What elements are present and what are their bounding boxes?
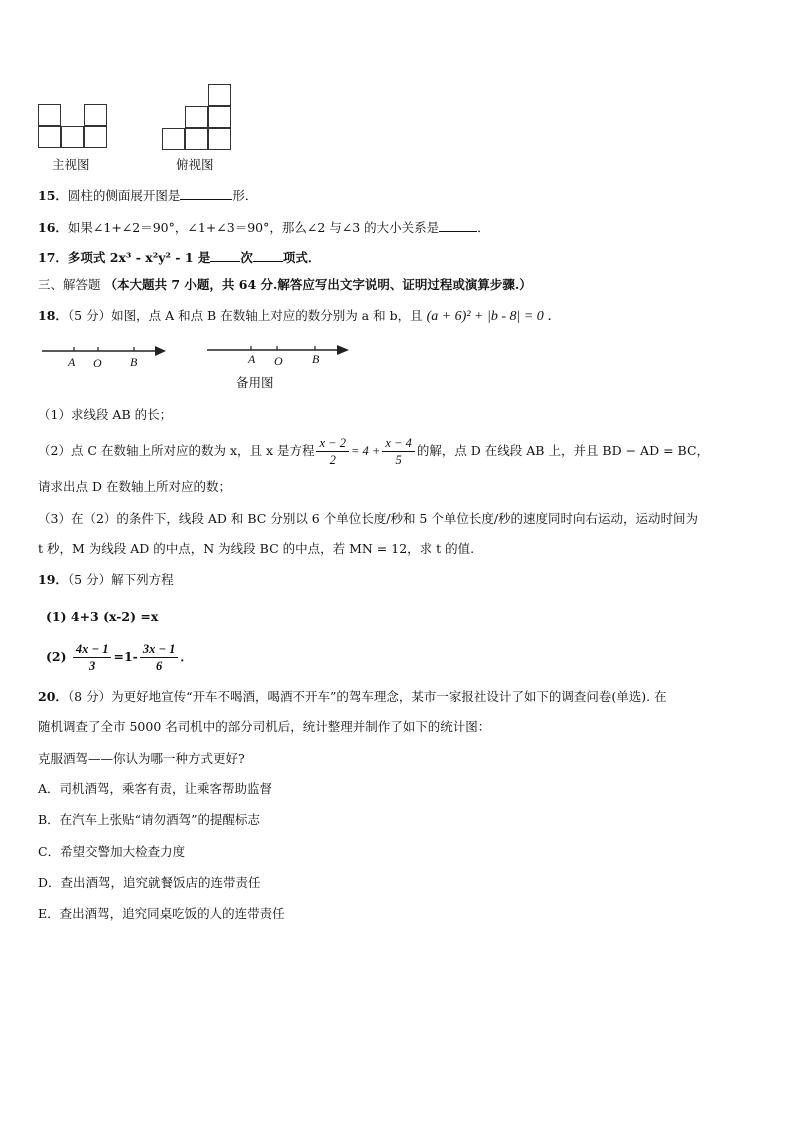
question-text: （2）点 C 在数轴上所对应的数为 x，且 x 是方程: [38, 443, 315, 458]
axis-label-b: B: [312, 352, 320, 366]
fraction: [73, 641, 112, 674]
survey-option-c: C．希望交警加大检查力度: [38, 844, 186, 859]
survey-option-b: B．在汽车上张贴“请勿酒驾”的提醒标志: [38, 812, 260, 827]
question-18-part-2: [38, 434, 709, 468]
top-view-caption: 俯视图: [176, 157, 214, 172]
question-score: （8 分）: [67, 689, 112, 704]
question-text: ．: [477, 220, 490, 235]
axis-label-a: A: [248, 352, 256, 366]
survey-option-e: E．查出酒驾，追究同桌吃饭的人的连带责任: [38, 906, 285, 921]
question-16: [38, 218, 490, 237]
question-text: 项式．: [282, 250, 321, 265]
question-number: 19．: [38, 572, 68, 587]
axis-label-a: A: [68, 355, 76, 369]
fraction: [382, 435, 414, 468]
top-view-cell: [185, 106, 208, 128]
fraction-denominator: 5: [395, 453, 402, 467]
answer-blank: [210, 248, 240, 262]
fraction: [140, 641, 179, 674]
top-view-cell: [208, 106, 231, 128]
question-number: 20．: [38, 689, 68, 704]
question-score: （5 分）: [67, 308, 112, 323]
axis-label-b: B: [130, 355, 138, 369]
question-18-part-3: （3）在（2）的条件下，线段 AD 和 BC 分别以 6 个单位长度/秒和 5 个单位长度/秒的速度同时向右运动，运动时间为: [38, 511, 699, 526]
question-18-intro: [38, 307, 561, 326]
condition-formula: (a + 6)² + |b - 8| = 0 ．: [426, 309, 562, 324]
question-number: 15．: [38, 188, 68, 203]
question-score: （5 分）: [67, 572, 112, 587]
axis-label-o: O: [93, 356, 102, 370]
front-view-cell: [38, 104, 61, 126]
question-text: 解下列方程: [111, 572, 174, 587]
question-text: 多项式 2x³ - x²y² - 1 是: [67, 250, 211, 265]
equation-label: (2): [46, 649, 67, 664]
question-18-part-2-cont: 请求出点 D 在数轴上所对应的数；: [38, 479, 231, 494]
equation-2: [46, 640, 193, 674]
question-number: 17．: [38, 250, 68, 265]
front-view-cell: [38, 126, 61, 148]
fraction-denominator: 2: [329, 453, 336, 467]
fraction-denominator: 3: [89, 659, 96, 673]
survey-option-a: A．司机酒驾，乘客有责，让乘客帮助监督: [38, 781, 273, 796]
question-text: 圆柱的侧面展开图是: [67, 188, 181, 203]
fraction-numerator: 3x − 1: [140, 641, 179, 658]
section-note: （本大题共 7 小题，共 64 分.解答应写出文字说明、证明过程或演算步骤.）: [104, 277, 532, 292]
answer-blank: [439, 218, 477, 232]
front-view-cell: [84, 126, 107, 148]
fraction: [316, 435, 348, 468]
front-view-cell: [84, 104, 107, 126]
top-view-cell: [208, 84, 231, 106]
question-number: 16．: [38, 220, 68, 235]
answer-blank: [253, 248, 283, 262]
top-view-figure: [162, 84, 232, 150]
survey-title: 克服酒驾——你认为哪一种方式更好?: [38, 751, 245, 766]
question-text: 如图，点 A 和点 B 在数轴上对应的数分别为 a 和 b，且: [111, 308, 423, 323]
question-text: 的解，点 D 在线段 AB 上，并且 BD − AD = BC，: [416, 443, 710, 458]
backup-caption: 备用图: [236, 375, 274, 390]
fraction-numerator: x − 4: [382, 435, 414, 452]
section-title: 三、解答题: [38, 277, 101, 292]
question-20: [38, 688, 667, 706]
question-17: [38, 248, 320, 267]
top-view-cell: [185, 128, 208, 150]
number-line-figure: [38, 342, 173, 372]
front-view-cell: [61, 126, 84, 148]
section-heading: [38, 276, 532, 294]
top-view-cell: [162, 128, 185, 150]
front-view-figure: [38, 104, 108, 150]
question-15: [38, 186, 257, 205]
question-18-part-1: （1）求线段 AB 的长；: [38, 407, 173, 422]
question-text: 形．: [232, 188, 258, 203]
fraction-denominator: 6: [155, 659, 163, 673]
equation-mid: = 4 +: [350, 444, 381, 458]
question-number: 18．: [38, 308, 68, 323]
fraction-numerator: x − 2: [316, 435, 348, 452]
top-view-cell: [208, 128, 231, 150]
question-text: 如果∠1+∠2＝90°，∠1+∠3＝90°，那么∠2 与∠3 的大小关系是: [67, 220, 440, 235]
axis-label-o: O: [274, 354, 283, 368]
fraction-numerator: 4x − 1: [73, 641, 112, 658]
question-text: 为更好地宣传“开车不喝酒，喝酒不开车”的驾车理念，某市一家报社设计了如下的调查问卷(单选). 在: [111, 689, 667, 704]
equation-mid: =1-: [113, 649, 138, 664]
answer-blank: [180, 186, 232, 200]
equation-1: (1) 4+3 (x-2) =x: [46, 609, 159, 624]
question-20-cont: 随机调查了全市 5000 名司机中的部分司机后，统计整理并制作了如下的统计图：: [38, 719, 491, 734]
front-view-caption: 主视图: [52, 157, 90, 172]
question-18-part-3-cont: t 秒，M 为线段 AD 的中点，N 为线段 BC 的中点，若 MN = 12，求 t 的值.: [38, 541, 475, 556]
question-19: [38, 571, 174, 589]
question-text: 次: [240, 250, 253, 265]
equation-end: ．: [180, 649, 193, 664]
survey-option-d: D．查出酒驾，追究就餐饭店的连带责任: [38, 875, 261, 890]
